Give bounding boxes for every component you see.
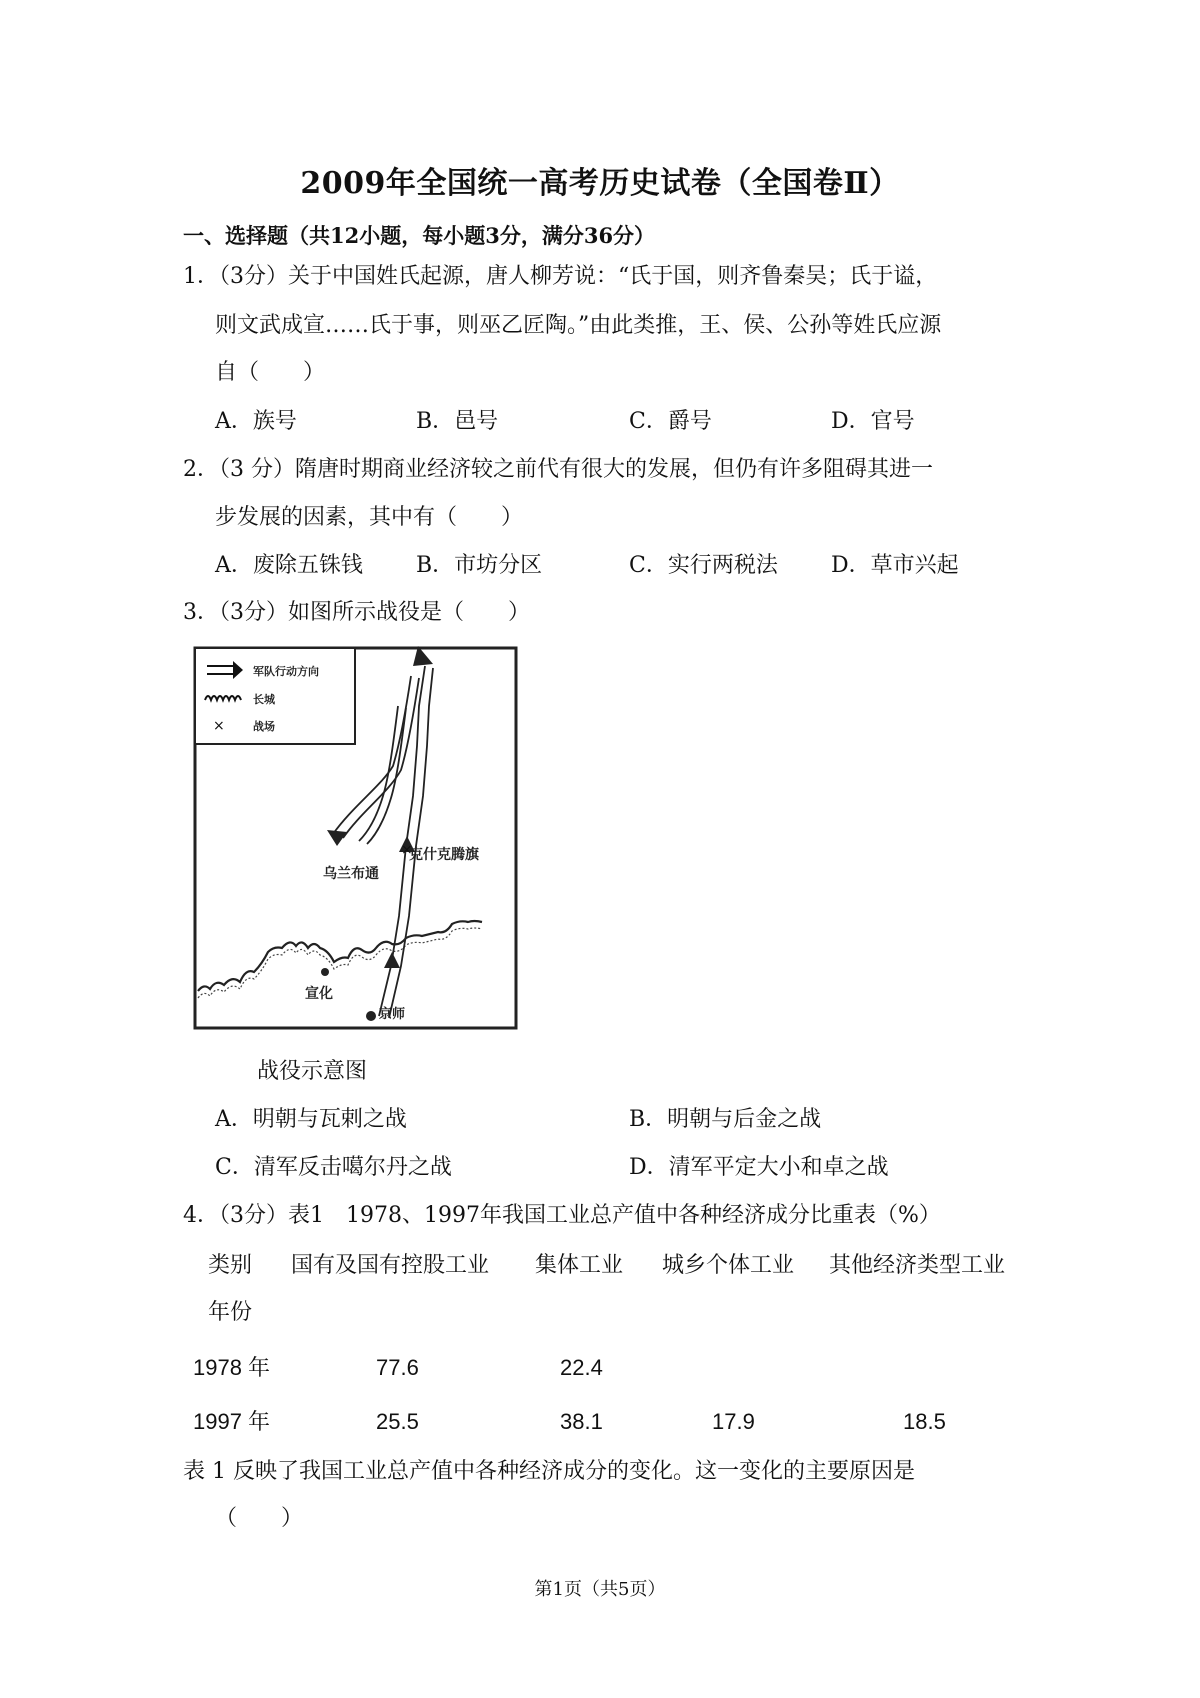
- battle-site-marker: ×: [401, 842, 413, 858]
- q4-line-2: 表 1 反映了我国工业总产值中各种经济成分的变化。这一变化的主要原因是: [183, 1459, 915, 1484]
- q4-line-1: 4．（3分）表1 1978、1997年我国工业总产值中各种经济成分比重表（%）: [183, 1203, 941, 1228]
- q1-line-1: 1．（3分）关于中国姓氏起源，唐人柳芳说：“氏于国，则齐鲁秦吴；氏于谥，: [183, 264, 938, 289]
- q2-option-b: B．市坊分区: [416, 553, 543, 578]
- table-header-state-owned: 国有及国有控股工业: [291, 1253, 490, 1278]
- table-cell: 17.9: [712, 1409, 755, 1434]
- battle-map: [193, 646, 518, 1030]
- q3-option-c: C．清军反击噶尔丹之战: [215, 1155, 452, 1180]
- section-heading: 一、选择题（共12小题，每小题3分，满分36分）: [183, 223, 656, 248]
- place-keshiketengqi: 克什克腾旗: [409, 847, 479, 863]
- jingshi-marker: [366, 1011, 376, 1021]
- table-cell: 25.5: [376, 1409, 419, 1434]
- table-header-individual: 城乡个体工业: [662, 1253, 795, 1278]
- q1-option-b: B．邑号: [416, 409, 499, 434]
- page-footer: 第1页（共5页）: [534, 1579, 666, 1600]
- battle-legend-icon: ×: [213, 718, 225, 734]
- q2-option-a: A．废除五铢钱: [215, 553, 363, 578]
- q1-option-a: A．族号: [215, 409, 297, 434]
- q3-line-1: 3．（3分）如图所示战役是（ ）: [183, 600, 530, 625]
- table-header-category: 类别: [208, 1253, 253, 1278]
- q2-line-2: 步发展的因素，其中有（ ）: [215, 505, 524, 530]
- table-cell: 38.1: [560, 1409, 603, 1434]
- q2-option-c: C．实行两税法: [629, 553, 778, 578]
- table-cell: 77.6: [376, 1355, 419, 1380]
- q1-option-c: C．爵号: [629, 409, 712, 434]
- table-header-year: 年份: [208, 1300, 253, 1325]
- q3-option-b: B．明朝与后金之战: [629, 1107, 822, 1132]
- xuanhua-marker: [321, 968, 329, 976]
- exam-title: 2009年全国统一高考历史试卷（全国卷Ⅱ）: [300, 166, 900, 201]
- place-wulanbutong: 乌兰布通: [323, 866, 379, 882]
- map-caption: 战役示意图: [257, 1059, 368, 1084]
- table-cell: 22.4: [560, 1355, 603, 1380]
- q3-option-d: D．清军平定大小和卓之战: [629, 1155, 889, 1180]
- q3-option-a: A．明朝与瓦剌之战: [215, 1107, 407, 1132]
- table-row-year: 1997 年: [193, 1409, 271, 1434]
- q2-line-1: 2．（3 分）隋唐时期商业经济较之前代有很大的发展，但仍有许多阻碍其进一: [183, 457, 933, 482]
- table-header-other: 其他经济类型工业: [829, 1253, 1006, 1278]
- table-row-year: 1978 年: [193, 1355, 271, 1380]
- legend-label-wall: 长城: [253, 693, 275, 706]
- q4-line-3: （ ）: [215, 1506, 304, 1531]
- legend-label-direction: 军队行动方向: [253, 665, 319, 678]
- table-cell: 18.5: [903, 1409, 946, 1434]
- q2-option-d: D．草市兴起: [831, 553, 959, 578]
- q1-line-3: 自（ ）: [215, 360, 326, 385]
- place-xuanhua: 宣化: [305, 986, 333, 1002]
- q1-line-2: 则文武成宣……氏于事，则巫乙匠陶。”由此类推，王、侯、公孙等姓氏应源: [215, 313, 942, 338]
- table-header-collective: 集体工业: [535, 1253, 624, 1278]
- legend-label-battle: 战场: [253, 720, 275, 733]
- place-jingshi: 京师: [379, 1007, 406, 1022]
- q1-option-d: D．官号: [831, 409, 915, 434]
